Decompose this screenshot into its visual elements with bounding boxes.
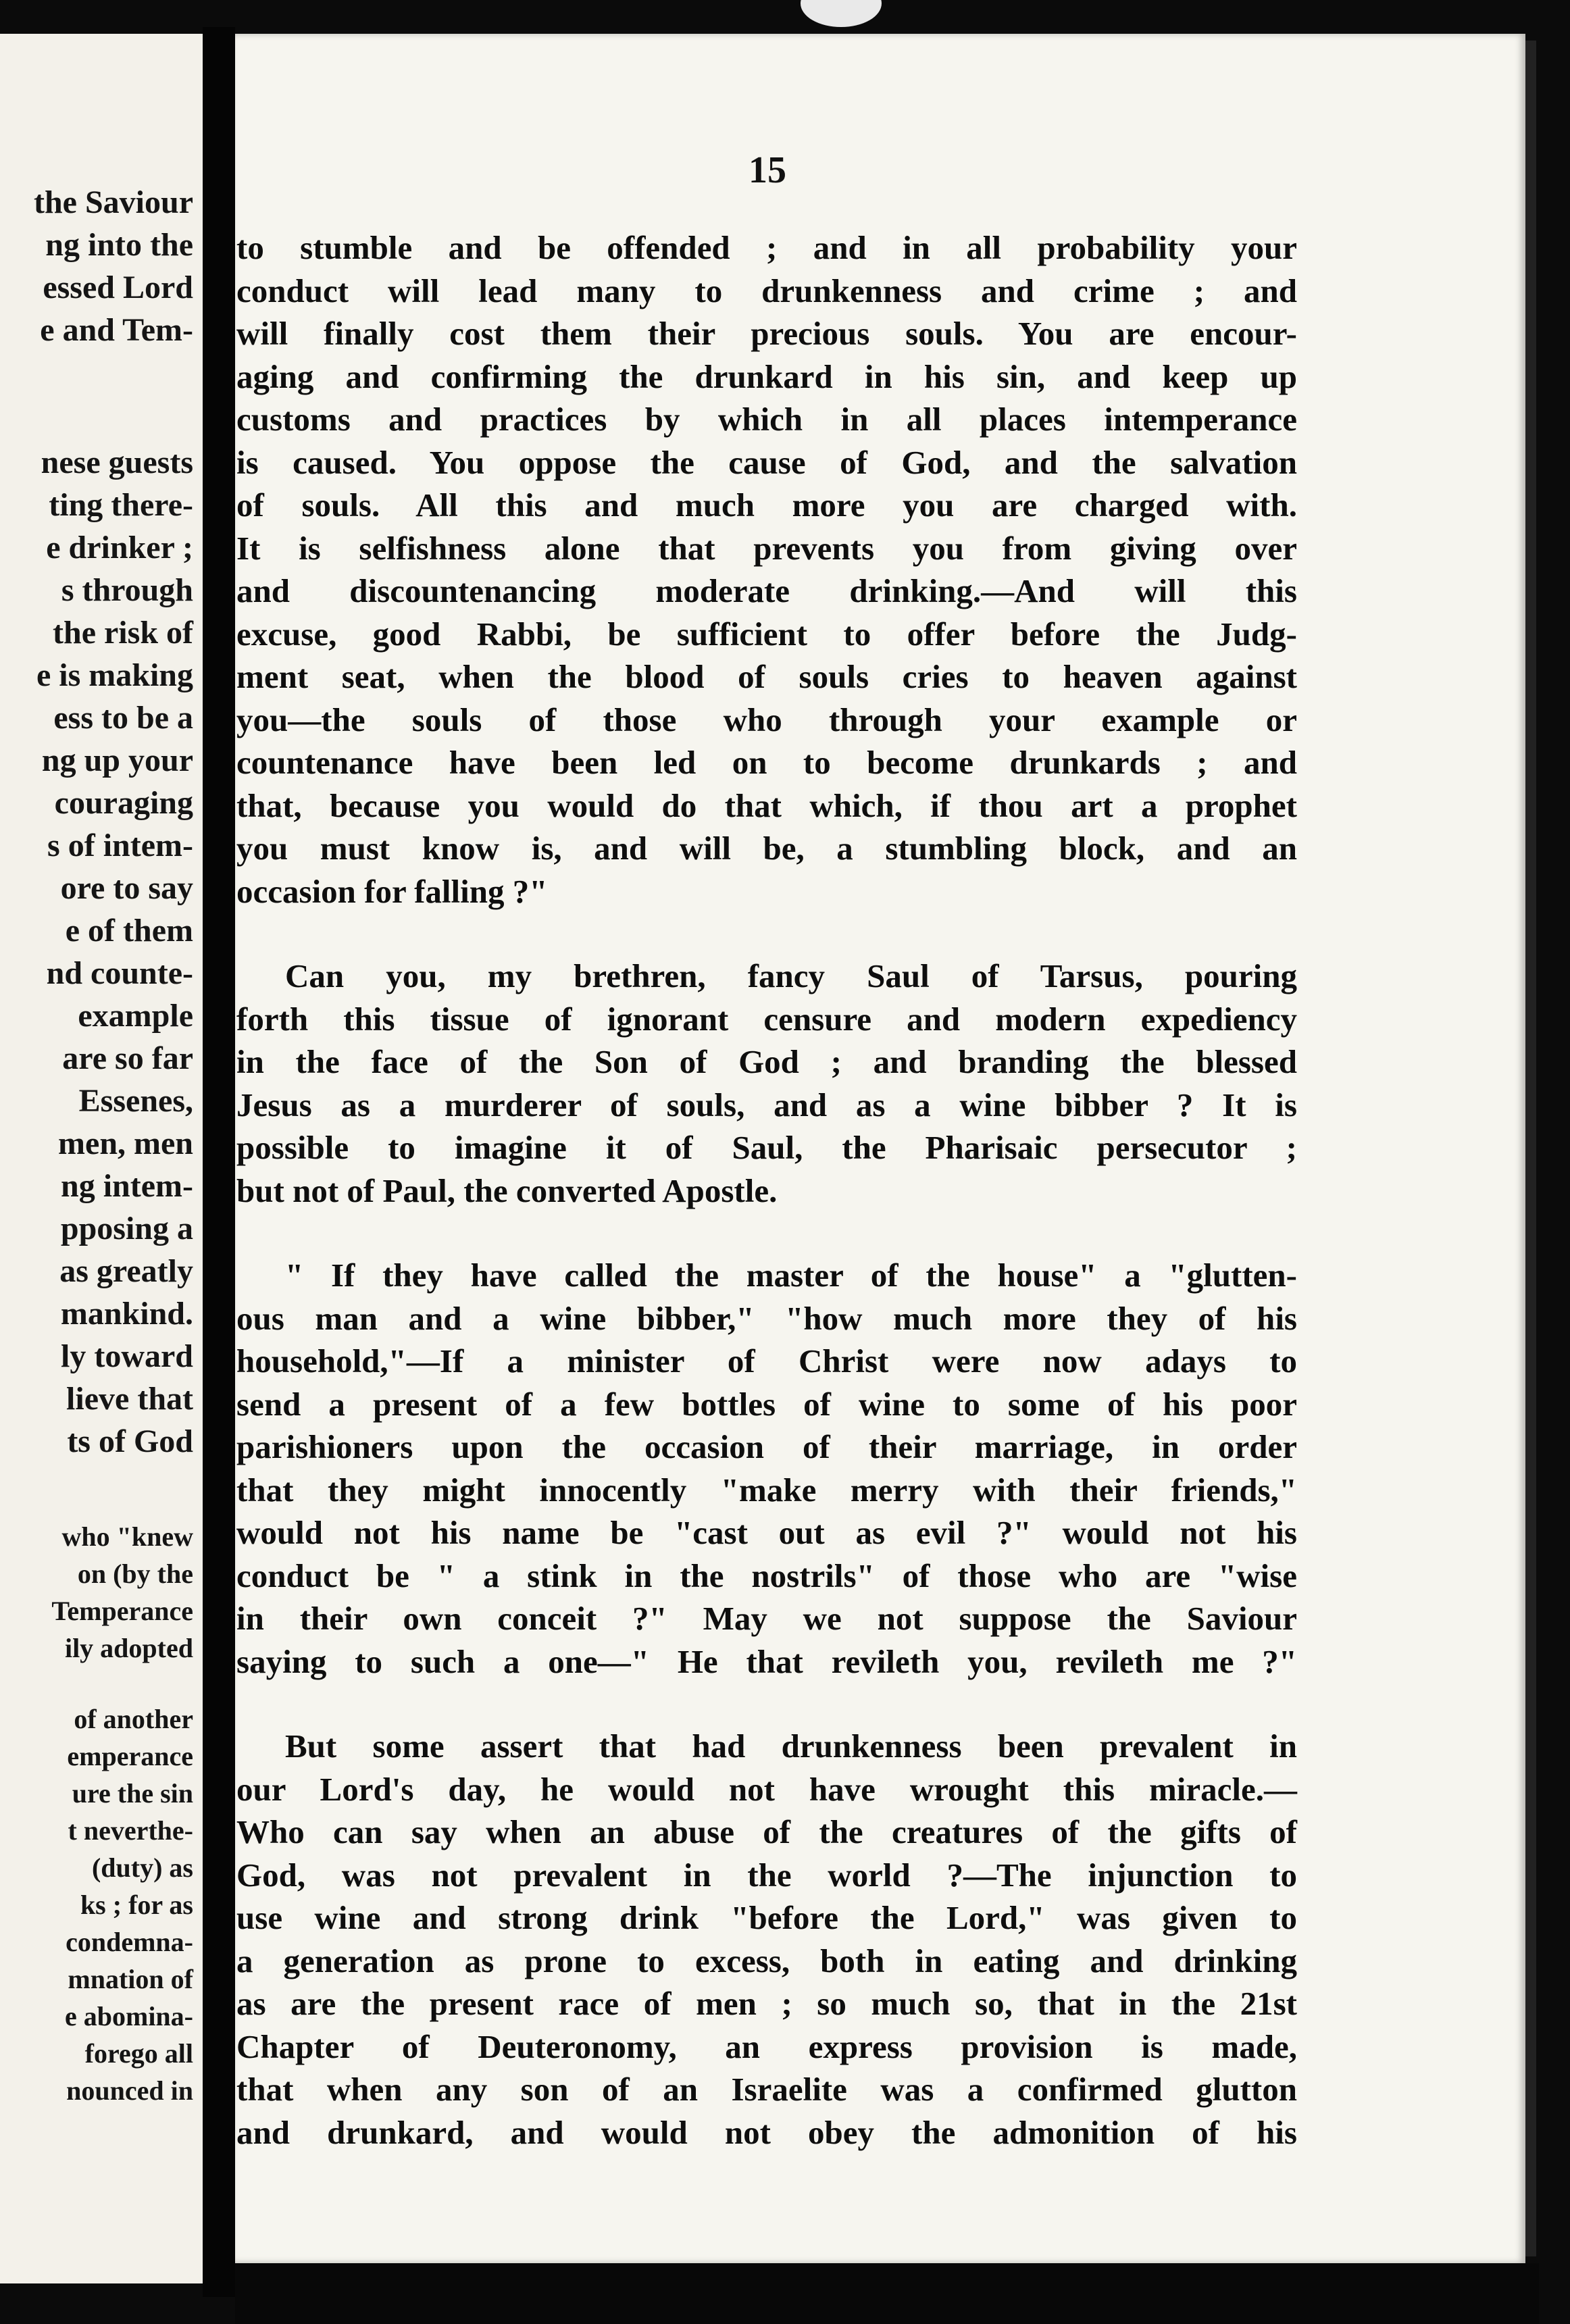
fragment-line: ess to be a: [53, 700, 193, 736]
fragment-line: are so far: [62, 1040, 193, 1076]
text-line: conduct will lead many to drunkenness and crime ; and: [236, 272, 1297, 309]
fragment-line: e drinker ;: [46, 530, 193, 565]
paragraph-2: [236, 955, 1297, 1212]
fragment-line: ts of God: [67, 1423, 193, 1459]
fragment-line: ks ; for as: [80, 1890, 193, 1920]
fragment-line: essed Lord: [43, 270, 193, 305]
fragment-line: ore to say: [60, 870, 193, 906]
text-line: Who can say when an abuse of the creatures of the gifts of: [236, 1813, 1297, 1850]
text-line: in their own conceit ?" May we not suppose the Saviour: [236, 1600, 1297, 1637]
paragraph-1: [236, 226, 1297, 913]
text-line: ment seat, when the blood of souls cries to heaven against: [236, 658, 1297, 695]
fragment-line: e abomina-: [65, 2001, 193, 2031]
text-line: you—the souls of those who through your example or: [236, 701, 1297, 738]
text-line: ous man and a wine bibber," "how much more they of his: [236, 1299, 1297, 1337]
previous-page-fragment: [0, 34, 203, 2283]
fragment-line: as greatly: [59, 1253, 193, 1289]
text-line: Jesus as a murderer of souls, and as a wine bibber ? It is: [236, 1086, 1297, 1123]
fragment-line: nd counte-: [46, 955, 193, 991]
fragment-line: condemna-: [66, 1927, 193, 1957]
fragment-line: ly toward: [61, 1338, 193, 1374]
fragment-line: forego all: [84, 2038, 193, 2069]
paragraph-3: [236, 1254, 1297, 1683]
fragment-line: (duty) as: [91, 1852, 193, 1883]
text-line: Chapter of Deuteronomy, an express provision is made,: [236, 2027, 1297, 2065]
fragment-line: ng into the: [45, 227, 193, 263]
fragment-line: e of them: [65, 913, 193, 949]
text-line: conduct be " a stink in the nostrils" of those who are "wise: [236, 1557, 1297, 1594]
text-line: send a present of a few bottles of wine to some of his poor: [236, 1385, 1297, 1423]
fragment-line: ng up your: [41, 742, 193, 778]
fragment-line: nounced in: [66, 2075, 193, 2106]
text-line: customs and practices by which in all places intemperance: [236, 401, 1297, 438]
fragment-line: of another: [74, 1704, 193, 1734]
fragment-line: ting there-: [49, 487, 193, 523]
text-line: excuse, good Rabbi, be sufficient to offer before the Judg-: [236, 615, 1297, 653]
text-line: forth this tissue of ignorant censure and modern expediency: [236, 1000, 1297, 1038]
paragraph-gap: [236, 1212, 1297, 1254]
fragment-line: s through: [61, 572, 193, 608]
text-line: saying to such a one—" He that revileth you, revileth me ?": [236, 1642, 1297, 1680]
fragment-line: pposing a: [60, 1211, 193, 1246]
text-line: occasion for falling ?": [236, 872, 548, 910]
text-line: would not his name be "cast out as evil ?" would not his: [236, 1514, 1297, 1551]
text-line: Can you, my brethren, fancy Saul of Tarsus, pouring: [285, 957, 1297, 994]
fragment-line: couraging: [54, 785, 193, 821]
text-line: as are the present race of men ; so much so, that in the 21st: [236, 1985, 1297, 2022]
text-line: of souls. All this and much more you are charged with.: [236, 486, 1297, 524]
text-line: possible to imagine it of Saul, the Pharisaic persecutor ;: [236, 1129, 1297, 1166]
fragment-line: ng intem-: [61, 1168, 193, 1204]
scan-bottom-edge: [235, 2263, 1539, 2324]
paragraph-4: [236, 1725, 1297, 2154]
book-gutter: [203, 27, 235, 2297]
text-line: and drunkard, and would not obey the admonition of his: [236, 2113, 1297, 2151]
fragment-line: nese guests: [41, 445, 193, 480]
text-line: It is selfishness alone that prevents you from giving over: [236, 529, 1297, 567]
text-line: countenance have been led on to become drunkards ; and: [236, 744, 1297, 781]
fragment-line: ily adopted: [64, 1633, 193, 1663]
text-line: but not of Paul, the converted Apostle.: [236, 1171, 778, 1209]
text-line: " If they have called the master of the house" a "glutten-: [285, 1257, 1297, 1294]
fragment-line: Temperance: [51, 1596, 193, 1626]
fragment-line: lieve that: [66, 1381, 193, 1417]
fragment-line: ure the sin: [72, 1778, 193, 1809]
fragment-line: mnation of: [68, 1964, 193, 1994]
text-line: our Lord's day, he would not have wrought this miracle.—: [236, 1770, 1297, 1808]
text-line: and discountenancing moderate drinking.—And will this: [236, 572, 1297, 609]
fragment-line: men, men: [58, 1126, 193, 1161]
text-line: will finally cost them their precious souls. You are encour-: [236, 315, 1297, 352]
text-line: But some assert that had drunkenness been prevalent in: [285, 1727, 1297, 1765]
fragment-line: mankind.: [60, 1296, 193, 1332]
fragment-line: who "knew: [61, 1521, 193, 1552]
paragraph-gap: [236, 913, 1297, 955]
fragment-line: emperance: [67, 1741, 193, 1771]
text-line: to stumble and be offended ; and in all probability your: [236, 229, 1297, 266]
text-line: God, was not prevalent in the world ?—The injunction to: [236, 1856, 1297, 1894]
page-number: 15: [749, 149, 786, 191]
text-line: household,"—If a minister of Christ were now adays to: [236, 1342, 1297, 1380]
text-line: use wine and strong drink "before the Lord," was given to: [236, 1899, 1297, 1936]
text-line: aging and confirming the drunkard in his sin, and keep up: [236, 357, 1297, 395]
paragraph-gap: [236, 1683, 1297, 1725]
fragment-line: e and Tem-: [40, 312, 193, 348]
text-line: in the face of the Son of God ; and branding the blessed: [236, 1043, 1297, 1080]
fragment-line: example: [78, 998, 193, 1034]
text-line: that they might innocently "make merry with their friends,": [236, 1471, 1297, 1509]
fragment-line: Essenes,: [78, 1083, 193, 1119]
text-line: that, because you would do that which, if thou art a prophet: [236, 786, 1297, 824]
page-body: [236, 226, 1297, 2154]
fragment-line: on (by the: [77, 1559, 193, 1589]
text-line: a generation as prone to excess, both in eating and drinking: [236, 1942, 1297, 1979]
text-line: parishioners upon the occasion of their marriage, in order: [236, 1428, 1297, 1465]
text-line: you must know is, and will be, a stumbling block, and an: [236, 830, 1297, 867]
fragment-line: the risk of: [53, 615, 193, 651]
text-line: that when any son of an Israelite was a confirmed glutton: [236, 2071, 1297, 2108]
page-edge: [1525, 41, 1536, 2256]
text-line: is caused. You oppose the cause of God, and the salvation: [236, 443, 1297, 481]
fragment-line: s of intem-: [47, 828, 193, 863]
fragment-line: the Saviour: [33, 184, 193, 220]
fragment-line: e is making: [36, 657, 193, 693]
fragment-line: t neverthe-: [68, 1815, 193, 1846]
